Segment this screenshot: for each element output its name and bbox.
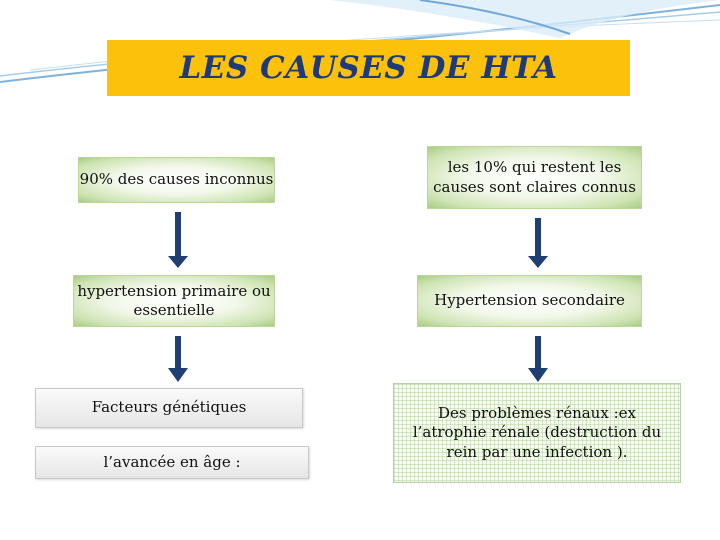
arrow-down-icon bbox=[528, 336, 548, 382]
right-bottom-box bbox=[393, 383, 681, 483]
right-middle-box bbox=[417, 275, 642, 327]
left-middle-text: hypertension primaire ou essentielle bbox=[77, 281, 271, 319]
factor-age-box bbox=[35, 446, 309, 479]
factor-age-text: l’avancée en âge : bbox=[103, 452, 241, 471]
left-middle-box bbox=[73, 275, 275, 327]
right-middle-text: Hypertension secondaire bbox=[434, 291, 625, 310]
arrow-down-icon bbox=[168, 336, 188, 382]
left-top-text: 90% des causes inconnus bbox=[79, 170, 274, 189]
page-title: LES CAUSES DE HTA bbox=[179, 50, 558, 86]
right-bottom-text: Des problèmes rénaux :ex l’atrophie rénale (destruction du rein par une infection ). bbox=[412, 403, 662, 461]
factor-genetic-text: Facteurs génétiques bbox=[91, 398, 247, 417]
arrow-down-icon bbox=[168, 212, 188, 268]
arrow-down-icon bbox=[528, 218, 548, 268]
factor-genetic-box bbox=[35, 388, 303, 428]
left-top-box bbox=[78, 157, 275, 203]
right-top-text: les 10% qui restent les causes sont claires connus bbox=[433, 158, 636, 196]
title-banner bbox=[107, 40, 630, 96]
right-top-box bbox=[427, 146, 642, 209]
